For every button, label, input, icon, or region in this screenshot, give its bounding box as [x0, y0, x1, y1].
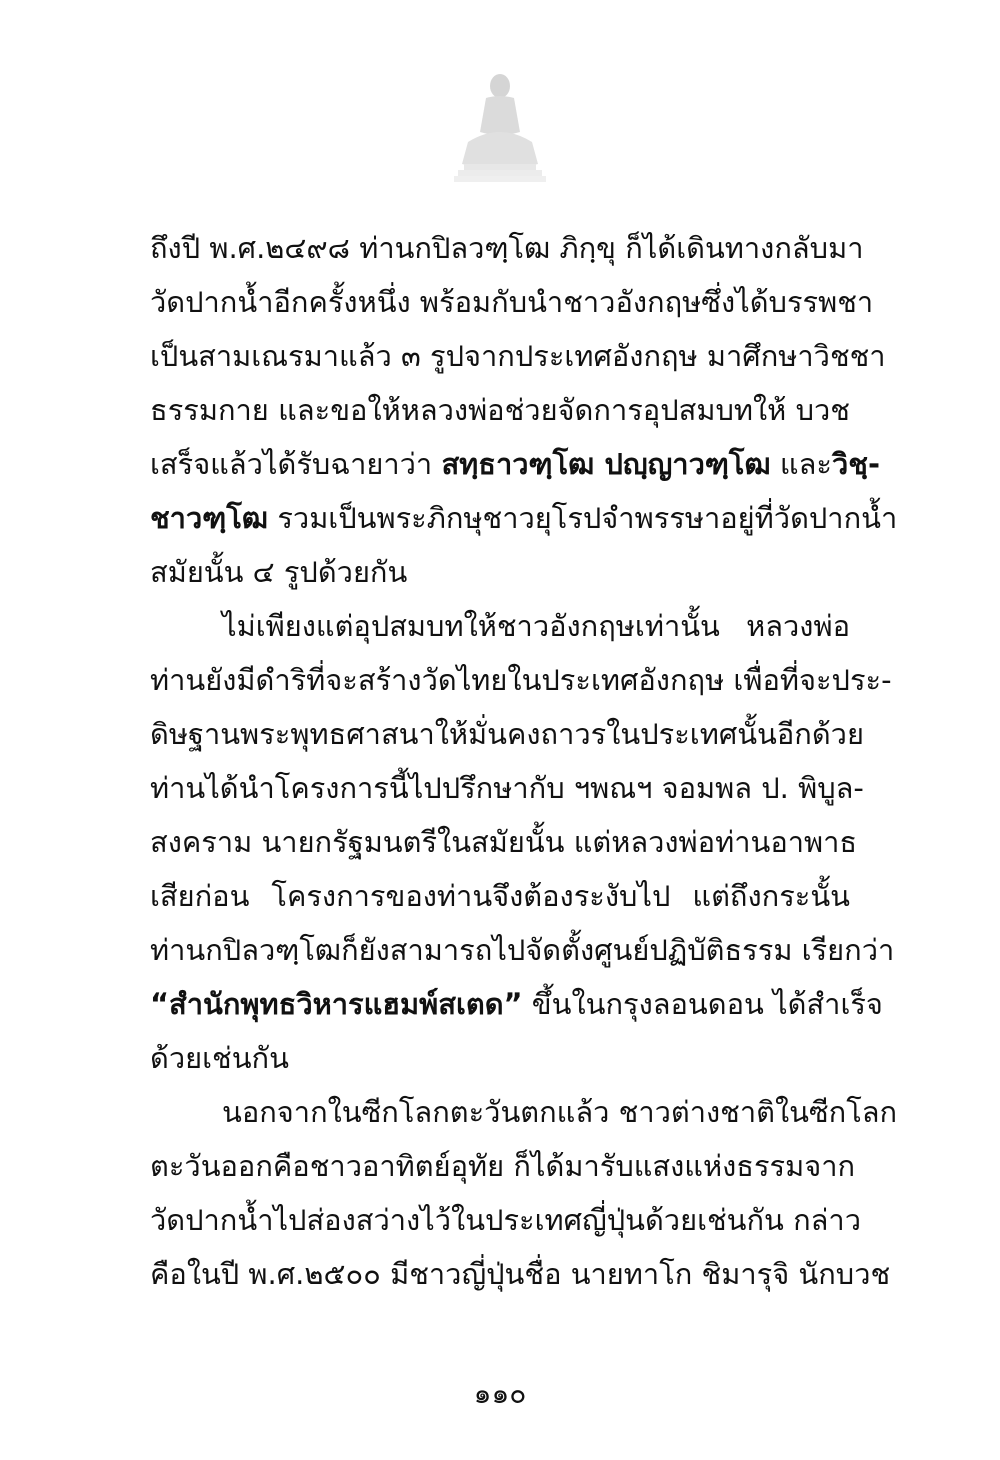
text-line: ท่านยังมีดำริที่จะสร้างวัดไทยในประเทศอังกฤษ เพื่อที่จะประ-	[150, 663, 892, 697]
text-line: ธรรมกาย และขอให้หลวงพ่อช่วยจัดการอุปสมบทให้ บวช	[150, 393, 850, 427]
text-line: ท่านได้นำโครงการนี้ไปปรึกษากับ ฯพณฯ จอมพล ป. พิบูล-	[150, 771, 864, 805]
text-line: สงคราม นายกรัฐมนตรีในสมัยนั้น แต่หลวงพ่อท่านอาพาธ	[150, 825, 858, 859]
text-line: นอกจากในซีกโลกตะวันตกแล้ว ชาวต่างชาติในซีกโลก	[222, 1095, 898, 1129]
bold-text: “สำนักพุทธวิหารแฮมพ์สเตด”	[150, 987, 523, 1021]
text-line: สมัยนั้น ๔ รูปด้วยกัน	[150, 555, 408, 589]
text-line: คือในปี พ.ศ.๒๕๐๐ มีชาวญี่ปุ่นชื่อ นายทาโก ชิมารุจิ นักบวช	[150, 1257, 891, 1291]
text-line: “สำนักพุทธวิหารแฮมพ์สเตด” ขึ้นในกรุงลอนดอน ได้สำเร็จ	[150, 987, 883, 1021]
text-line: ไม่เพียงแต่อุปสมบทให้ชาวอังกฤษเท่านั้น หลวงพ่อ	[222, 609, 850, 643]
text-line: วัดปากน้ำไปส่องสว่างไว้ในประเทศญี่ปุ่นด้วยเช่นกัน กล่าว	[150, 1203, 861, 1237]
text-line: เป็นสามเณรมาแล้ว ๓ รูปจากประเทศอังกฤษ มาศึกษาวิชชา	[150, 339, 886, 373]
text-line: ท่านกปิลวฑฺโฒก็ยังสามารถไปจัดตั้งศูนย์ปฏิบัติธรรม เรียกว่า	[150, 933, 895, 967]
page-number: ๑๑๐	[473, 1377, 527, 1410]
seated-monk-emblem	[450, 72, 550, 184]
text-line: ชาวฑฺโฒ รวมเป็นพระภิกษุชาวยุโรปจำพรรษาอยู่ที่วัดปากน้ำ	[150, 501, 898, 535]
text-line: เสร็จแล้วได้รับฉายาว่า สทฺธาวฑฺโฒ ปญฺญาวฑฺโฒ และวิชฺ-	[150, 447, 880, 481]
text-line: ตะวันออกคือชาวอาทิตย์อุทัย ก็ได้มารับแสงแห่งธรรมจาก	[150, 1149, 856, 1183]
text-line: ดิษฐานพระพุทธศาสนาให้มั่นคงถาวรในประเทศนั้นอีกด้วย	[150, 717, 864, 751]
text-line: วัดปากน้ำอีกครั้งหนึ่ง พร้อมกับนำชาวอังกฤษซึ่งได้บรรพชา	[150, 285, 874, 319]
bold-text: ชาวฑฺโฒ	[150, 501, 269, 535]
text-line: ถึงปี พ.ศ.๒๔๙๘ ท่านกปิลวฑฺโฒ ภิกฺขุ ก็ได้เดินทางกลับมา	[150, 231, 864, 265]
bold-text: สทฺธาวฑฺโฒ ปญฺญาวฑฺโฒ	[441, 447, 771, 481]
bold-text: วิชฺ-	[831, 447, 880, 481]
text-line: เสียก่อน โครงการของท่านจึงต้องระงับไป แต่ถึงกระนั้น	[150, 879, 850, 913]
text-line: ด้วยเช่นกัน	[150, 1041, 289, 1075]
